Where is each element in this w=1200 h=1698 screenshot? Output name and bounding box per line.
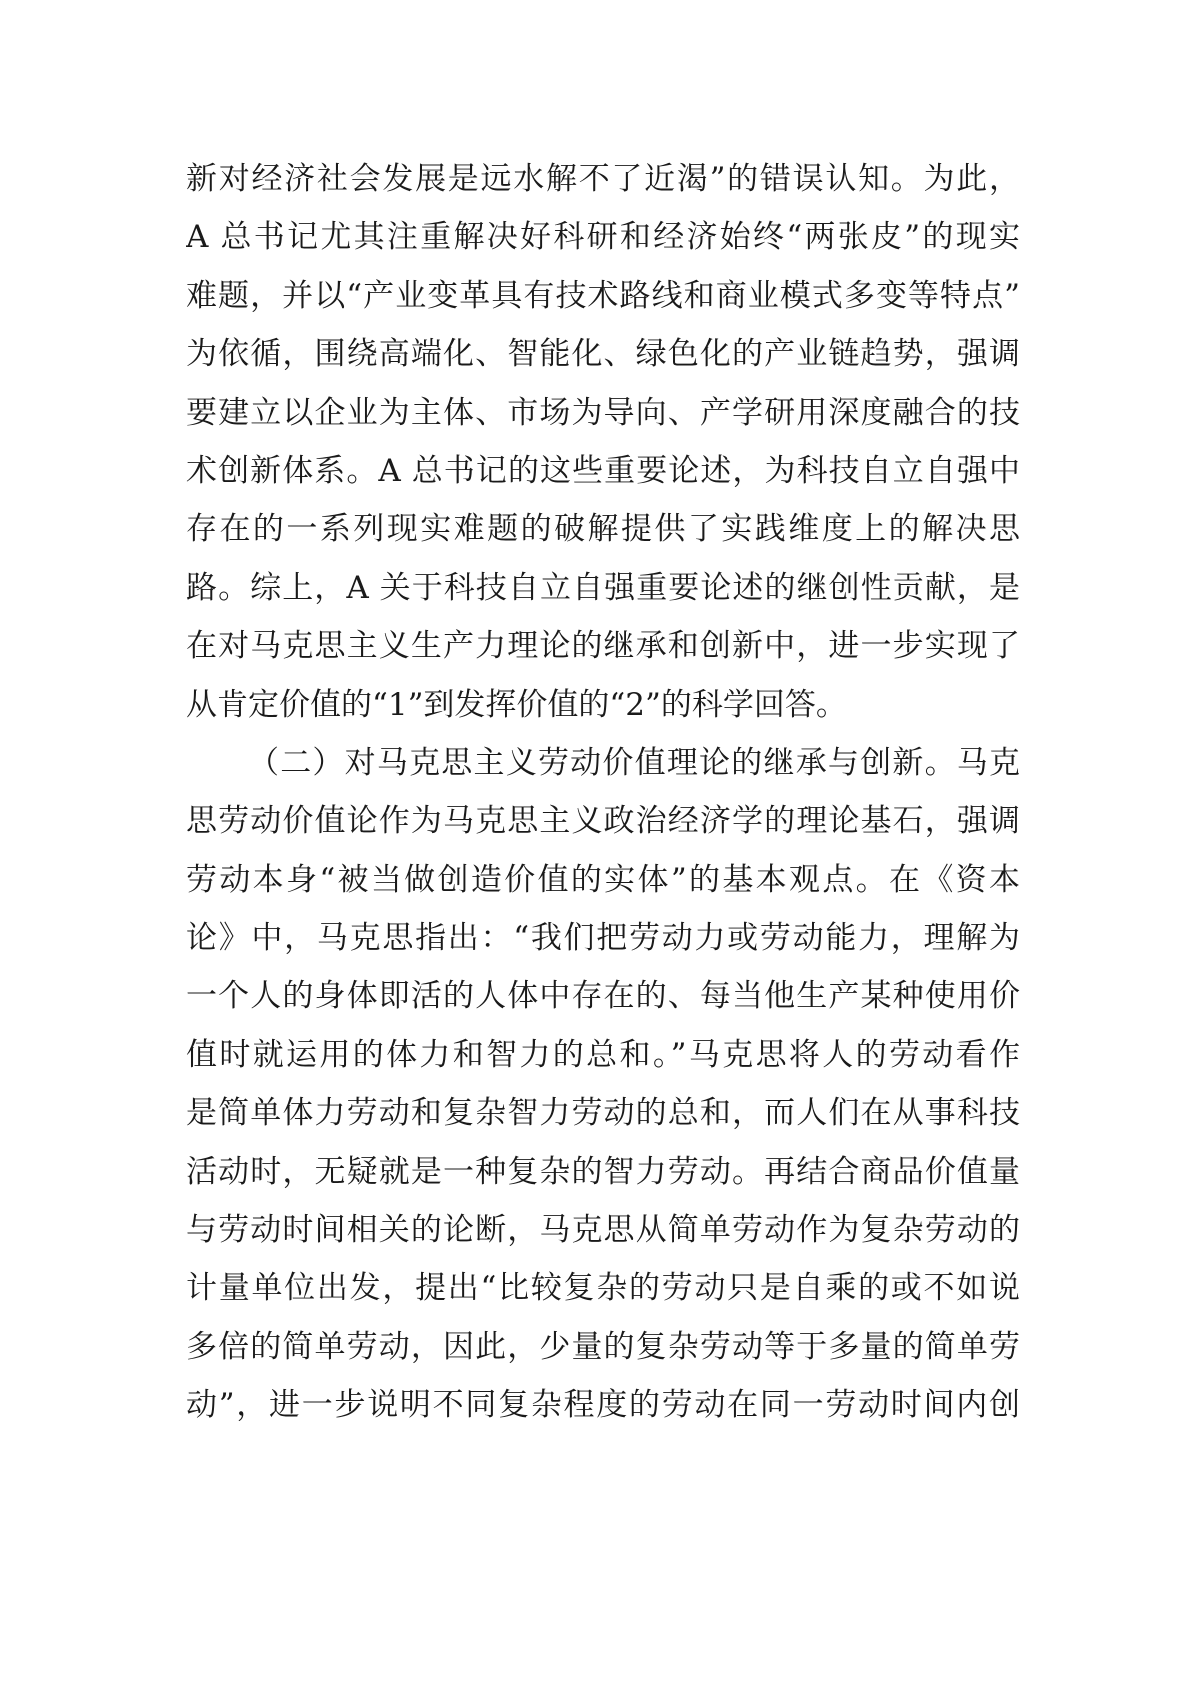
text-line: 活动时，无疑就是一种复杂的智力劳动。再结合商品价值量	[186, 1153, 1020, 1190]
text-line: 劳动本身“被当做创造价值的实体”的基本观点。在《资本	[186, 861, 1020, 898]
text-line: 术创新体系。A 总书记的这些重要论述，为科技自立自强中	[186, 452, 1020, 489]
body-text	[186, 150, 1020, 1435]
text-line: 多倍的简单劳动，因此，少量的复杂劳动等于多量的简单劳	[186, 1328, 1020, 1365]
text-line: 要建立以企业为主体、市场为导向、产学研用深度融合的技	[186, 394, 1020, 431]
text-line: 在对马克思主义生产力理论的继承和创新中，进一步实现了	[186, 628, 1020, 665]
text-line: 论》中，马克思指出：“我们把劳动力或劳动能力，理解为	[186, 920, 1020, 957]
text-line: 值时就运用的体力和智力的总和。”马克思将人的劳动看作	[186, 1036, 1020, 1073]
text-line: 是简单体力劳动和复杂智力劳动的总和，而人们在从事科技	[186, 1095, 1020, 1132]
text-line: 动”，进一步说明不同复杂程度的劳动在同一劳动时间内创	[186, 1387, 1020, 1424]
text-line: 计量单位出发，提出“比较复杂的劳动只是自乘的或不如说	[186, 1270, 1020, 1307]
text-line: 难题，并以“产业变革具有技术路线和商业模式多变等特点”	[186, 277, 1020, 314]
text-line: 一个人的身体即活的人体中存在的、每当他生产某种使用价	[186, 978, 1020, 1015]
section-heading-line: （二）对马克思主义劳动价值理论的继承与创新。马克	[248, 744, 1020, 781]
text-line: 路。综上，A 关于科技自立自强重要论述的继创性贡献，是	[186, 569, 1020, 606]
text-line: 为依循，围绕高端化、智能化、绿色化的产业链趋势，强调	[186, 336, 1020, 373]
text-line: 新对经济社会发展是远水解不了近渴”的错误认知。为此，	[186, 161, 1020, 197]
text-line: A 总书记尤其注重解决好科研和经济始终“两张皮”的现实	[186, 219, 1020, 256]
paragraph-end-line: 从肯定价值的“1”到发挥价值的“2”的科学回答。	[186, 686, 847, 723]
text-line: 思劳动价值论作为马克思主义政治经济学的理论基石，强调	[186, 803, 1020, 840]
text-line: 存在的一系列现实难题的破解提供了实践维度上的解决思	[186, 511, 1020, 548]
text-line: 与劳动时间相关的论断，马克思从简单劳动作为复杂劳动的	[186, 1212, 1020, 1249]
